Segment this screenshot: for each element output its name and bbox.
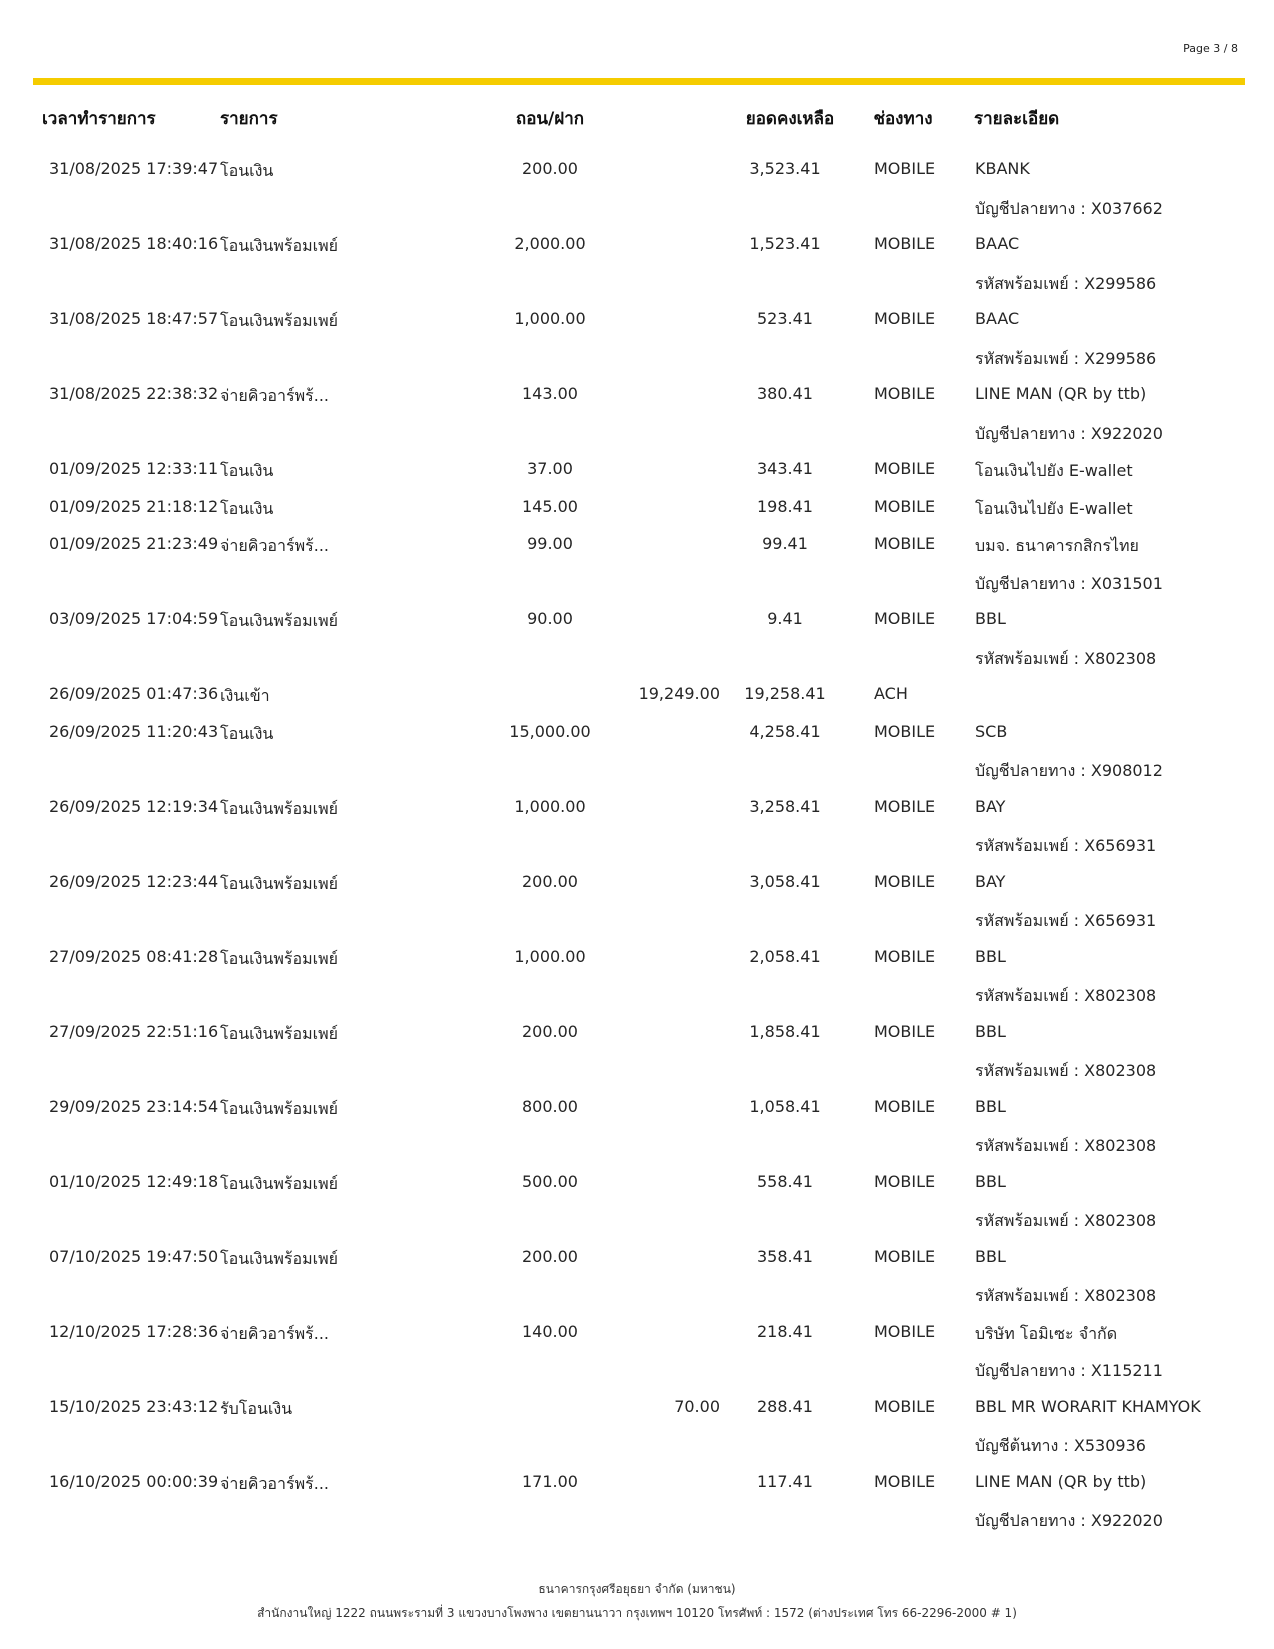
header-details: รายละเอียด <box>974 109 1060 129</box>
cell-time: 31/08/2025 18:40:16 <box>49 234 219 253</box>
cell-balance: 523.41 <box>757 309 813 328</box>
cell-withdrawal: 171.00 <box>522 1471 578 1491</box>
cell-channel: MOBILE <box>874 496 936 516</box>
cell-channel: MOBILE <box>874 1321 936 1341</box>
cell-time: 07/10/2025 19:47:50 <box>49 1246 219 1266</box>
table-row <box>0 752 1274 790</box>
cell-withdrawal: 145.00 <box>522 496 578 516</box>
table-header <box>0 105 1274 135</box>
cell-balance: 2,058.41 <box>749 946 821 966</box>
cell-detail: BAAC <box>975 234 1020 253</box>
cell-channel: MOBILE <box>874 721 936 741</box>
cell-withdrawal: 200.00 <box>522 1246 578 1266</box>
cell-channel: MOBILE <box>874 1096 936 1116</box>
table-row <box>0 1165 1274 1203</box>
cell-description: โอนเงินพร้อมเพย์ <box>220 236 339 255</box>
cell-channel: MOBILE <box>874 1396 936 1416</box>
cell-withdrawal: 500.00 <box>522 1171 578 1191</box>
header-balance: ยอดคงเหลือ <box>745 109 835 129</box>
table-row <box>0 1015 1274 1053</box>
cell-balance: 3,523.41 <box>749 159 821 178</box>
cell-description: โอนเงินพร้อมเพย์ <box>220 873 339 893</box>
cell-time: 26/09/2025 01:47:36 <box>49 684 219 703</box>
table-row <box>0 527 1274 565</box>
cell-channel: MOBILE <box>874 309 936 328</box>
table-row <box>0 152 1274 190</box>
cell-time: 31/08/2025 17:39:47 <box>49 159 219 178</box>
table-row <box>0 377 1274 415</box>
table-row <box>0 715 1274 753</box>
cell-description: จ่ายคิวอาร์พร้... <box>220 1323 330 1343</box>
cell-detail: BAY <box>975 796 1006 816</box>
table-row <box>0 415 1274 453</box>
cell-detail: BAY <box>975 871 1006 891</box>
table-row <box>0 227 1274 265</box>
table-row <box>0 677 1274 715</box>
table-row <box>0 1277 1274 1315</box>
table-row <box>0 490 1274 528</box>
cell-detail: รหัสพร้อมเพย์ : X656931 <box>975 836 1157 855</box>
header-description: รายการ <box>220 109 278 129</box>
cell-balance: 9.41 <box>767 609 803 628</box>
cell-description: รับโอนเงิน <box>220 1398 293 1418</box>
cell-channel: MOBILE <box>874 534 936 553</box>
table-row <box>0 640 1274 678</box>
cell-description: โอนเงิน <box>220 723 274 743</box>
cell-description: โอนเงินพร้อมเพย์ <box>220 948 339 968</box>
cell-detail: บัญชีปลายทาง : X922020 <box>975 423 1163 443</box>
cell-detail: โอนเงินไปยัง E-wallet <box>975 498 1133 518</box>
cell-channel: MOBILE <box>874 609 936 628</box>
cell-channel: MOBILE <box>874 159 936 178</box>
cell-channel: MOBILE <box>874 384 936 403</box>
cell-detail: รหัสพร้อมเพย์ : X802308 <box>975 648 1157 668</box>
cell-time: 01/09/2025 21:18:12 <box>49 496 219 516</box>
cell-balance: 380.41 <box>757 384 813 403</box>
cell-detail: บัญชีปลายทาง : X031501 <box>975 573 1163 593</box>
table-row <box>0 565 1274 603</box>
cell-detail: BBL <box>975 1021 1006 1041</box>
cell-channel: MOBILE <box>874 459 936 478</box>
table-row <box>0 940 1274 978</box>
cell-withdrawal: 90.00 <box>527 609 573 628</box>
table-row <box>0 865 1274 903</box>
cell-withdrawal: 200.00 <box>522 159 578 178</box>
header-channel: ช่องทาง <box>873 109 933 129</box>
cell-time: 26/09/2025 11:20:43 <box>49 721 219 741</box>
cell-balance: 4,258.41 <box>749 721 821 741</box>
table-row <box>0 1427 1274 1465</box>
table-row <box>0 1090 1274 1128</box>
cell-deposit: 19,249.00 <box>638 684 720 703</box>
cell-detail: รหัสพร้อมเพย์ : X299586 <box>975 348 1157 368</box>
cell-withdrawal: 200.00 <box>522 871 578 891</box>
table-row <box>0 190 1274 228</box>
cell-balance: 99.41 <box>762 534 808 553</box>
cell-detail: รหัสพร้อมเพย์ : X299586 <box>975 273 1157 293</box>
cell-balance: 1,523.41 <box>749 234 821 253</box>
cell-description: จ่ายคิวอาร์พร้... <box>220 536 330 555</box>
cell-channel: MOBILE <box>874 946 936 966</box>
cell-balance: 1,058.41 <box>749 1096 821 1116</box>
table-row <box>0 1052 1274 1090</box>
cell-detail: บริษัท โอมิเซะ จำกัด <box>975 1323 1118 1343</box>
cell-time: 27/09/2025 22:51:16 <box>49 1021 219 1041</box>
cell-detail: รหัสพร้อมเพย์ : X802308 <box>975 986 1157 1005</box>
cell-detail: รหัสพร้อมเพย์ : X802308 <box>975 1061 1157 1080</box>
cell-detail: รหัสพร้อมเพย์ : X802308 <box>975 1286 1157 1305</box>
cell-time: 03/09/2025 17:04:59 <box>49 609 219 628</box>
cell-description: โอนเงิน <box>220 461 274 480</box>
cell-channel: MOBILE <box>874 1471 936 1491</box>
cell-detail: โอนเงินไปยัง E-wallet <box>975 461 1133 480</box>
cell-withdrawal: 140.00 <box>522 1321 578 1341</box>
cell-withdrawal: 15,000.00 <box>509 721 591 741</box>
table-row <box>0 1352 1274 1390</box>
page-number: Page 3 / 8 <box>1183 42 1238 55</box>
footer-bank-name: ธนาคารกรุงศรีอยุธยา จำกัด (มหาชน) <box>538 1582 736 1596</box>
table-row <box>0 340 1274 378</box>
cell-withdrawal: 1,000.00 <box>514 946 586 966</box>
cell-description: โอนเงิน <box>220 161 274 180</box>
table-row <box>0 1202 1274 1240</box>
cell-description: เงินเข้า <box>220 686 270 705</box>
cell-time: 01/10/2025 12:49:18 <box>49 1171 219 1191</box>
cell-detail: KBANK <box>975 159 1030 178</box>
cell-withdrawal: 1,000.00 <box>514 309 586 328</box>
cell-time: 31/08/2025 22:38:32 <box>49 384 219 403</box>
cell-description: โอนเงินพร้อมเพย์ <box>220 311 339 330</box>
cell-channel: MOBILE <box>874 871 936 891</box>
cell-detail: BBL <box>975 1246 1006 1266</box>
cell-detail: รหัสพร้อมเพย์ : X656931 <box>975 911 1157 930</box>
cell-description: จ่ายคิวอาร์พร้... <box>220 386 330 405</box>
cell-detail: บัญชีต้นทาง : X530936 <box>975 1436 1146 1455</box>
cell-detail: บัญชีปลายทาง : X037662 <box>975 198 1163 218</box>
cell-description: โอนเงิน <box>220 498 274 518</box>
cell-channel: ACH <box>874 684 908 703</box>
cell-time: 26/09/2025 12:23:44 <box>49 871 219 891</box>
table-row <box>0 1315 1274 1353</box>
cell-channel: MOBILE <box>874 1171 936 1191</box>
cell-detail: BBL <box>975 609 1006 628</box>
header-accent-bar <box>33 78 1245 85</box>
cell-description: โอนเงินพร้อมเพย์ <box>220 1098 339 1118</box>
table-row <box>0 1502 1274 1540</box>
footer-address: สำนักงานใหญ่ 1222 ถนนพระรามที่ 3 แขวงบางโพงพาง เขตยานนาวา กรุงเทพฯ 10120 โทรศัพท์ : 1572 (ต่างประเทศ โทร 66-2296-2000 # 1) <box>257 1606 1017 1620</box>
cell-detail: BBL <box>975 1171 1006 1191</box>
table-row <box>0 1465 1274 1503</box>
table-row <box>0 1240 1274 1278</box>
cell-detail: LINE MAN (QR by ttb) <box>975 1471 1147 1491</box>
table-row <box>0 902 1274 940</box>
table-row <box>0 302 1274 340</box>
cell-balance: 3,258.41 <box>749 796 821 816</box>
table-row <box>0 1127 1274 1165</box>
cell-withdrawal: 1,000.00 <box>514 796 586 816</box>
header-amount: ถอน/ฝาก <box>515 109 585 129</box>
cell-time: 29/09/2025 23:14:54 <box>49 1096 219 1116</box>
cell-detail: บัญชีปลายทาง : X908012 <box>975 761 1163 780</box>
cell-detail: บมจ. ธนาคารกสิกรไทย <box>975 536 1139 555</box>
header-time: เวลาทำรายการ <box>42 109 156 129</box>
cell-balance: 218.41 <box>757 1321 813 1341</box>
cell-balance: 117.41 <box>757 1471 813 1491</box>
table-row <box>0 602 1274 640</box>
cell-description: โอนเงินพร้อมเพย์ <box>220 1248 339 1268</box>
cell-time: 26/09/2025 12:19:34 <box>49 796 219 816</box>
cell-withdrawal: 37.00 <box>527 459 573 478</box>
cell-balance: 3,058.41 <box>749 871 821 891</box>
cell-balance: 1,858.41 <box>749 1021 821 1041</box>
cell-detail: บัญชีปลายทาง : X922020 <box>975 1511 1163 1530</box>
cell-balance: 558.41 <box>757 1171 813 1191</box>
cell-balance: 358.41 <box>757 1246 813 1266</box>
cell-withdrawal: 2,000.00 <box>514 234 586 253</box>
cell-time: 27/09/2025 08:41:28 <box>49 946 219 966</box>
cell-balance: 343.41 <box>757 459 813 478</box>
cell-channel: MOBILE <box>874 1021 936 1041</box>
table-row <box>0 977 1274 1015</box>
cell-time: 31/08/2025 18:47:57 <box>49 309 219 328</box>
cell-time: 16/10/2025 00:00:39 <box>49 1471 219 1491</box>
cell-detail: BBL MR WORARIT KHAMYOK <box>975 1396 1201 1416</box>
cell-channel: MOBILE <box>874 1246 936 1266</box>
cell-detail: BAAC <box>975 309 1020 328</box>
cell-description: โอนเงินพร้อมเพย์ <box>220 1173 339 1193</box>
cell-withdrawal: 200.00 <box>522 1021 578 1041</box>
cell-channel: MOBILE <box>874 234 936 253</box>
cell-detail: รหัสพร้อมเพย์ : X802308 <box>975 1136 1157 1155</box>
cell-description: จ่ายคิวอาร์พร้... <box>220 1473 330 1493</box>
cell-withdrawal: 143.00 <box>522 384 578 403</box>
cell-withdrawal: 99.00 <box>527 534 573 553</box>
cell-balance: 288.41 <box>757 1396 813 1416</box>
transactions-table <box>0 152 1274 1540</box>
cell-detail: BBL <box>975 1096 1006 1116</box>
cell-time: 15/10/2025 23:43:12 <box>49 1396 219 1416</box>
cell-balance: 198.41 <box>757 496 813 516</box>
cell-detail: BBL <box>975 946 1006 966</box>
cell-deposit: 70.00 <box>674 1396 720 1416</box>
cell-description: โอนเงินพร้อมเพย์ <box>220 798 339 818</box>
cell-time: 12/10/2025 17:28:36 <box>49 1321 219 1341</box>
cell-channel: MOBILE <box>874 796 936 816</box>
cell-detail: รหัสพร้อมเพย์ : X802308 <box>975 1211 1157 1230</box>
cell-detail: LINE MAN (QR by ttb) <box>975 384 1147 403</box>
table-row <box>0 827 1274 865</box>
table-row <box>0 1390 1274 1428</box>
cell-time: 01/09/2025 12:33:11 <box>49 459 219 478</box>
table-row <box>0 265 1274 303</box>
cell-detail: SCB <box>975 721 1008 741</box>
cell-withdrawal: 800.00 <box>522 1096 578 1116</box>
cell-time: 01/09/2025 21:23:49 <box>49 534 219 553</box>
table-row <box>0 790 1274 828</box>
cell-description: โอนเงินพร้อมเพย์ <box>220 1023 339 1043</box>
cell-balance: 19,258.41 <box>744 684 826 703</box>
cell-description: โอนเงินพร้อมเพย์ <box>220 611 339 630</box>
cell-detail: บัญชีปลายทาง : X115211 <box>975 1361 1163 1380</box>
table-row <box>0 452 1274 490</box>
